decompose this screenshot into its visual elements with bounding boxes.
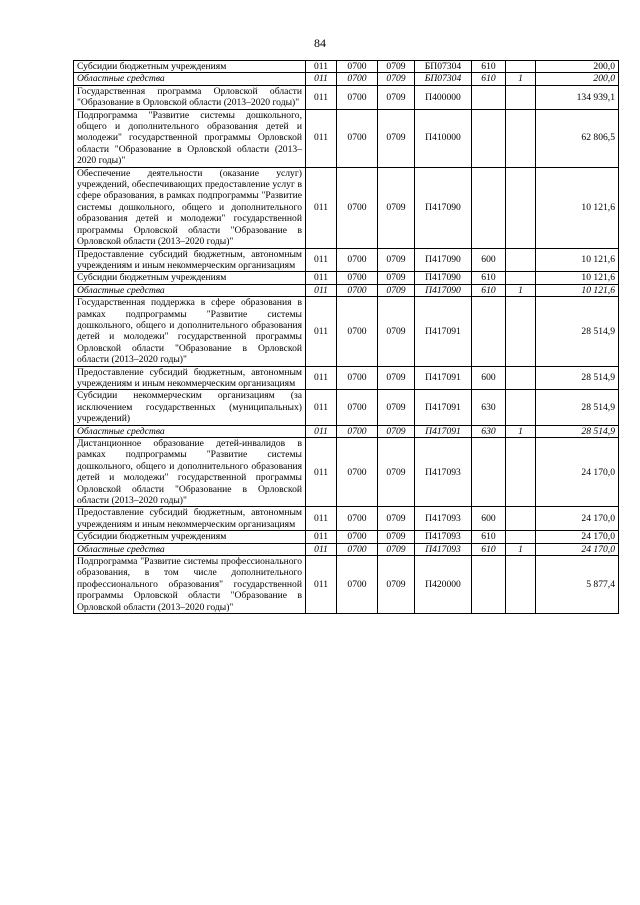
target-article-cell: П417093: [415, 531, 472, 543]
amount-cell: 200,0: [536, 61, 619, 73]
amount-cell: 24 170,0: [536, 543, 619, 555]
ministry-code-cell: 011: [306, 438, 337, 507]
ministry-code-cell: 011: [306, 61, 337, 73]
funding-source-cell: [506, 167, 536, 248]
expense-type-cell: 610: [472, 272, 506, 284]
item-name-cell: Областные средства: [74, 543, 306, 555]
item-name-cell: Субсидии бюджетным учреждениям: [74, 531, 306, 543]
expense-type-cell: 610: [472, 284, 506, 296]
target-article-cell: П417091: [415, 366, 472, 390]
amount-cell: 24 170,0: [536, 531, 619, 543]
item-name-cell: Предоставление субсидий бюджетным, автономным учреждениям и иным некоммерческим организациям: [74, 507, 306, 531]
table-row: [74, 438, 619, 507]
funding-source-cell: [506, 531, 536, 543]
funding-source-cell: [506, 390, 536, 425]
section-code-cell: 0700: [337, 425, 378, 437]
section-code-cell: 0700: [337, 167, 378, 248]
item-name-cell: Обеспечение деятельности (оказание услуг) учреждений, обеспечивающих предоставление услуг в сфере образования, в рамках подпрограммы "Развитие системы дошкольного, общего и дополнительного образования детей и молодежи" государственной программы Орловской области "Образование в Орловской области (2013–2020 годы)": [74, 167, 306, 248]
funding-source-cell: [506, 297, 536, 366]
amount-cell: 28 514,9: [536, 366, 619, 390]
ministry-code-cell: 011: [306, 425, 337, 437]
amount-cell: 28 514,9: [536, 390, 619, 425]
target-article-cell: П417091: [415, 425, 472, 437]
ministry-code-cell: 011: [306, 85, 337, 109]
ministry-code-cell: 011: [306, 167, 337, 248]
subsection-code-cell: 0709: [378, 438, 415, 507]
expense-type-cell: [472, 438, 506, 507]
item-name-cell: Подпрограмма "Развитие системы дошкольного, общего и дополнительного образования детей и молодежи" государственной программы Орловской области "Образование в Орловской области (2013–2020 годы)": [74, 109, 306, 167]
subsection-code-cell: 0709: [378, 167, 415, 248]
amount-cell: 24 170,0: [536, 507, 619, 531]
target-article-cell: П417091: [415, 297, 472, 366]
table-row: [74, 272, 619, 284]
target-article-cell: П400000: [415, 85, 472, 109]
subsection-code-cell: 0709: [378, 297, 415, 366]
subsection-code-cell: 0709: [378, 556, 415, 614]
section-code-cell: 0700: [337, 73, 378, 85]
funding-source-cell: [506, 272, 536, 284]
amount-cell: 62 806,5: [536, 109, 619, 167]
subsection-code-cell: 0709: [378, 284, 415, 296]
table-row: [74, 109, 619, 167]
amount-cell: 28 514,9: [536, 425, 619, 437]
section-code-cell: 0700: [337, 85, 378, 109]
expense-type-cell: 600: [472, 507, 506, 531]
table-row: [74, 297, 619, 366]
funding-source-cell: 1: [506, 284, 536, 296]
section-code-cell: 0700: [337, 543, 378, 555]
target-article-cell: П417090: [415, 248, 472, 272]
amount-cell: 10 121,6: [536, 248, 619, 272]
amount-cell: 200,0: [536, 73, 619, 85]
funding-source-cell: 1: [506, 543, 536, 555]
ministry-code-cell: 011: [306, 284, 337, 296]
item-name-cell: Предоставление субсидий бюджетным, автономным учреждениям и иным некоммерческим организациям: [74, 366, 306, 390]
target-article-cell: П417090: [415, 284, 472, 296]
item-name-cell: Областные средства: [74, 284, 306, 296]
ministry-code-cell: 011: [306, 507, 337, 531]
item-name-cell: Государственная программа Орловской области "Образование в Орловской области (2013–2020 годы)": [74, 85, 306, 109]
ministry-code-cell: 011: [306, 543, 337, 555]
subsection-code-cell: 0709: [378, 543, 415, 555]
section-code-cell: 0700: [337, 248, 378, 272]
item-name-cell: Субсидии бюджетным учреждениям: [74, 61, 306, 73]
table-row: [74, 425, 619, 437]
table-row: [74, 531, 619, 543]
item-name-cell: Подпрограмма "Развитие системы профессионального образования, в том числе дополнительного профессионального образования" государственной программы Орловской области "Образование в Орловской области (2013–2020 годы)": [74, 556, 306, 614]
target-article-cell: П417091: [415, 390, 472, 425]
target-article-cell: БП07304: [415, 61, 472, 73]
ministry-code-cell: 011: [306, 73, 337, 85]
subsection-code-cell: 0709: [378, 390, 415, 425]
table-row: [74, 61, 619, 73]
funding-source-cell: [506, 109, 536, 167]
expense-type-cell: [472, 85, 506, 109]
ministry-code-cell: 011: [306, 556, 337, 614]
ministry-code-cell: 011: [306, 297, 337, 366]
amount-cell: 10 121,6: [536, 284, 619, 296]
item-name-cell: Субсидии бюджетным учреждениям: [74, 272, 306, 284]
funding-source-cell: 1: [506, 73, 536, 85]
section-code-cell: 0700: [337, 366, 378, 390]
table-row: [74, 167, 619, 248]
expense-type-cell: 630: [472, 425, 506, 437]
ministry-code-cell: 011: [306, 366, 337, 390]
subsection-code-cell: 0709: [378, 61, 415, 73]
expense-type-cell: 630: [472, 390, 506, 425]
ministry-code-cell: 011: [306, 248, 337, 272]
section-code-cell: 0700: [337, 284, 378, 296]
amount-cell: 134 939,1: [536, 85, 619, 109]
target-article-cell: П417093: [415, 543, 472, 555]
subsection-code-cell: 0709: [378, 366, 415, 390]
budget-table-body: [74, 61, 619, 614]
table-row: [74, 284, 619, 296]
table-row: [74, 366, 619, 390]
ministry-code-cell: 011: [306, 109, 337, 167]
amount-cell: 10 121,6: [536, 167, 619, 248]
table-row: [74, 390, 619, 425]
page-number: 84: [314, 36, 326, 50]
expense-type-cell: 610: [472, 531, 506, 543]
section-code-cell: 0700: [337, 507, 378, 531]
subsection-code-cell: 0709: [378, 425, 415, 437]
expense-type-cell: 600: [472, 366, 506, 390]
section-code-cell: 0700: [337, 556, 378, 614]
table-row: [74, 507, 619, 531]
ministry-code-cell: 011: [306, 272, 337, 284]
target-article-cell: П420000: [415, 556, 472, 614]
subsection-code-cell: 0709: [378, 531, 415, 543]
section-code-cell: 0700: [337, 109, 378, 167]
subsection-code-cell: 0709: [378, 85, 415, 109]
item-name-cell: Предоставление субсидий бюджетным, автономным учреждениям и иным некоммерческим организациям: [74, 248, 306, 272]
table-row: [74, 556, 619, 614]
section-code-cell: 0700: [337, 438, 378, 507]
subsection-code-cell: 0709: [378, 507, 415, 531]
amount-cell: 10 121,6: [536, 272, 619, 284]
funding-source-cell: [506, 556, 536, 614]
table-row: [74, 248, 619, 272]
section-code-cell: 0700: [337, 297, 378, 366]
expense-type-cell: [472, 109, 506, 167]
funding-source-cell: [506, 85, 536, 109]
amount-cell: 5 877,4: [536, 556, 619, 614]
funding-source-cell: [506, 61, 536, 73]
expense-type-cell: 610: [472, 61, 506, 73]
item-name-cell: Субсидии некоммерческим организациям (за исключением государственных (муниципальных) учреждений): [74, 390, 306, 425]
table-row: [74, 543, 619, 555]
section-code-cell: 0700: [337, 390, 378, 425]
subsection-code-cell: 0709: [378, 248, 415, 272]
target-article-cell: БП07304: [415, 73, 472, 85]
amount-cell: 24 170,0: [536, 438, 619, 507]
table-row: [74, 85, 619, 109]
target-article-cell: П417090: [415, 167, 472, 248]
target-article-cell: П410000: [415, 109, 472, 167]
expense-type-cell: [472, 297, 506, 366]
expense-type-cell: 610: [472, 543, 506, 555]
funding-source-cell: [506, 366, 536, 390]
target-article-cell: П417093: [415, 507, 472, 531]
section-code-cell: 0700: [337, 531, 378, 543]
expense-type-cell: [472, 167, 506, 248]
target-article-cell: П417090: [415, 272, 472, 284]
expense-type-cell: 610: [472, 73, 506, 85]
section-code-cell: 0700: [337, 272, 378, 284]
funding-source-cell: [506, 438, 536, 507]
ministry-code-cell: 011: [306, 390, 337, 425]
ministry-code-cell: 011: [306, 531, 337, 543]
funding-source-cell: [506, 248, 536, 272]
subsection-code-cell: 0709: [378, 73, 415, 85]
funding-source-cell: 1: [506, 425, 536, 437]
expense-type-cell: [472, 556, 506, 614]
section-code-cell: 0700: [337, 61, 378, 73]
item-name-cell: Дистанционное образование детей-инвалидов в рамках подпрограммы "Развитие системы дошкольного, общего и дополнительного образования детей и молодежи" государственной программы Орловской области "Образование в Орловской области (2013–2020 годы)": [74, 438, 306, 507]
expense-type-cell: 600: [472, 248, 506, 272]
subsection-code-cell: 0709: [378, 272, 415, 284]
item-name-cell: Государственная поддержка в сфере образования в рамках подпрограммы "Развитие системы дошкольного, общего и дополнительного образования детей и молодежи" государственной программы Орловской области "Образование в Орловской области (2013–2020 годы)": [74, 297, 306, 366]
budget-table: [73, 60, 619, 614]
item-name-cell: Областные средства: [74, 425, 306, 437]
funding-source-cell: [506, 507, 536, 531]
subsection-code-cell: 0709: [378, 109, 415, 167]
table-row: [74, 73, 619, 85]
target-article-cell: П417093: [415, 438, 472, 507]
item-name-cell: Областные средства: [74, 73, 306, 85]
amount-cell: 28 514,9: [536, 297, 619, 366]
